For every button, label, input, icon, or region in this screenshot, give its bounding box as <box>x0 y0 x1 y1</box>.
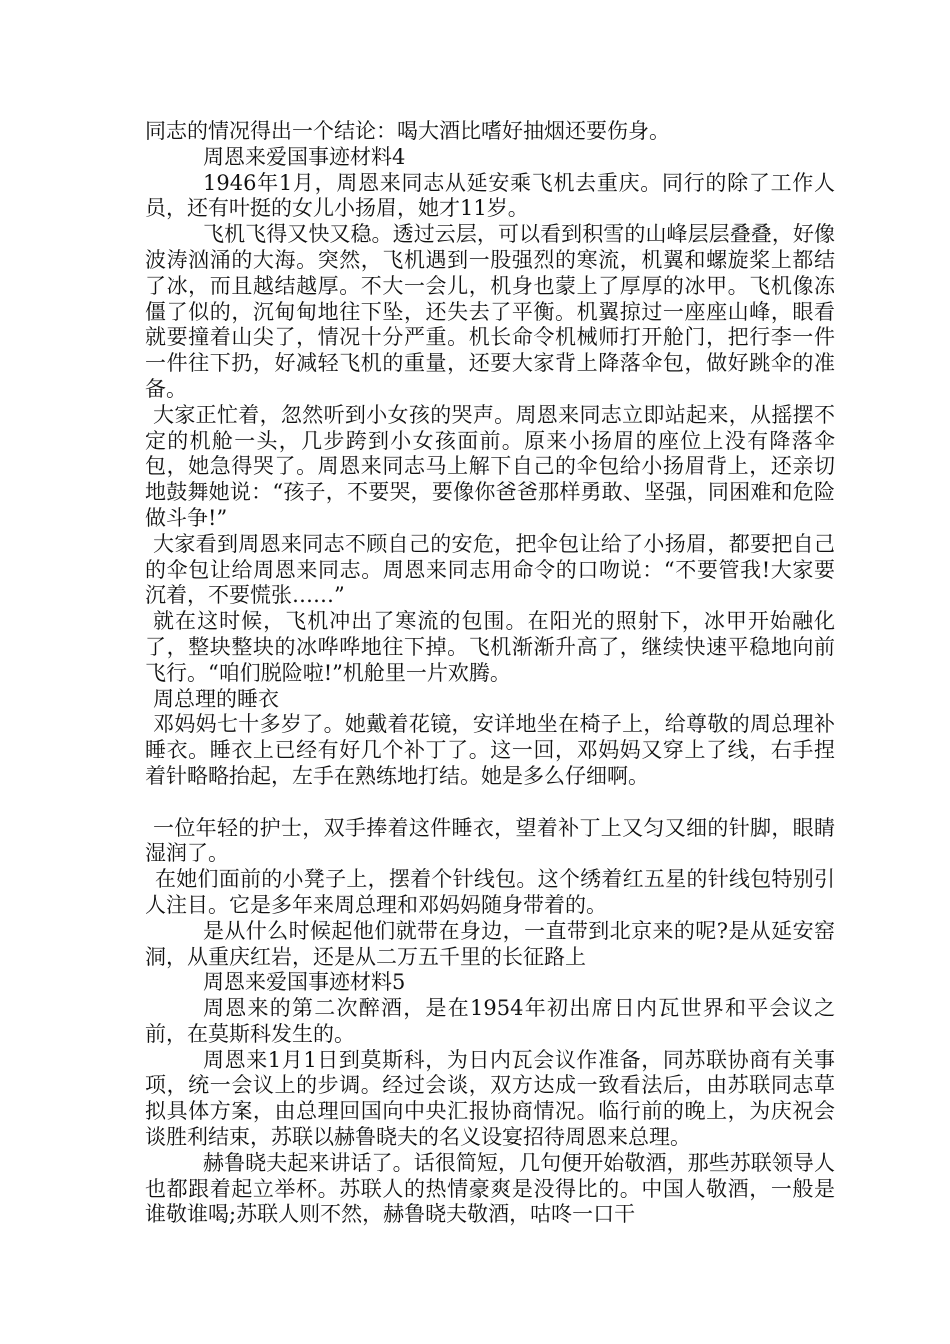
paragraph-sewing-kit: 在她们面前的小凳子上，摆着个针线包。这个绣着红五星的针线包特别引人注目。它是多年来周总理和邓妈妈随身带着的。 <box>145 867 835 917</box>
paragraph-toast: 赫鲁晓夫起来讲话了。话很简短，几句便开始敬酒，那些苏联领导人也都跟着起立举杯。苏联人的热情豪爽是没得比的。中国人敬酒，一般是谁敬谁喝;苏联人则不然，赫鲁晓夫敬酒，咕咚一口干 <box>145 1150 835 1227</box>
paragraph-cold-current: 飞机飞得又快又稳。透过云层，可以看到积雪的山峰层层叠叠，好像波涛汹涌的大海。突然，飞机遇到一股强烈的寒流，机翼和螺旋桨上都结了冰，而且越结越厚。不大一会儿，机身也蒙上了厚厚的冰甲。飞机像冻僵了似的，沉甸甸地往下坠，还失去了平衡。机翼掠过一座座山峰，眼看就要撞着山尖了，情况十分严重。机长命令机械师打开舱门，把行李一件一件往下扔，好减轻飞机的重量，还要大家背上降落伞包，做好跳伞的准备。 <box>145 222 835 401</box>
paragraph-escape: 就在这时候，飞机冲出了寒流的包围。在阳光的照射下，冰甲开始融化了，整块整块的冰哗哗地往下掉。飞机渐渐升高了，继续快速平稳地向前飞行。“咱们脱险啦!”机舱里一片欢腾。 <box>145 609 835 685</box>
paragraph-moscow-talks: 周恩来1月1日到莫斯科，为日内瓦会议作准备，同苏联协商有关事项，统一会议上的步调。经过会谈，双方达成一致看法后，由苏联同志草拟具体方案，由总理回国向中央汇报协商情况。临行前的晚上，为庆祝会谈胜利结束，苏联以赫鲁晓夫的名义设宴招待周恩来总理。 <box>145 1047 835 1150</box>
paragraph-question: 是从什么时候起他们就带在身边，一直带到北京来的呢?是从延安窑洞，从重庆红岩，还是从二万五千里的长征路上 <box>145 918 835 969</box>
paragraph-nurse: 一位年轻的护士，双手捧着这件睡衣，望着补丁上又匀又细的针脚，眼睛湿润了。 <box>145 815 835 866</box>
blank-line <box>145 790 835 816</box>
paragraph-second-drunk: 周恩来的第二次醉酒，是在1954年初出席日内瓦世界和平会议之前，在莫斯科发生的。 <box>145 996 835 1046</box>
section-heading-pajamas: 周总理的睡衣 <box>153 686 279 711</box>
section-heading-material-4: 周恩来爱国事迹材料4 <box>203 144 406 169</box>
paragraph-parachute-offer: 大家看到周恩来同志不顾自己的安危，把伞包让给了小扬眉，都要把自己的伞包让给周恩来同志。周恩来同志用命令的口吻说：“不要管我!大家要沉着，不要慌张……” <box>145 531 835 608</box>
paragraph-mending: 邓妈妈七十多岁了。她戴着花镜，安详地坐在椅子上，给尊敬的周总理补睡衣。睡衣上已经有好几个补丁了。这一回，邓妈妈又穿上了线，右手捏着针略略抬起，左手在熟练地打结。她是多么仔细啊。 <box>145 712 835 788</box>
document-body <box>145 119 835 1228</box>
paragraph-girl-crying: 大家正忙着，忽然听到小女孩的哭声。周恩来同志立即站起来，从摇摆不定的机舱一头，几步跨到小女孩面前。原来小扬眉的座位上没有降落伞包，她急得哭了。周恩来同志马上解下自己的伞包给小扬眉背上，还亲切地鼓舞她说：“孩子，不要哭，要像你爸爸那样勇敢、坚强，同困难和危险做斗争!” <box>145 402 835 530</box>
section-heading-material-5: 周恩来爱国事迹材料5 <box>203 970 406 995</box>
paragraph-flight-intro: 1946年1月，周恩来同志从延安乘飞机去重庆。同行的除了工作人员，还有叶挺的女儿小扬眉，她才11岁。 <box>145 170 835 221</box>
paragraph-conclusion: 同志的情况得出一个结论：喝大酒比嗜好抽烟还要伤身。 <box>145 119 670 143</box>
